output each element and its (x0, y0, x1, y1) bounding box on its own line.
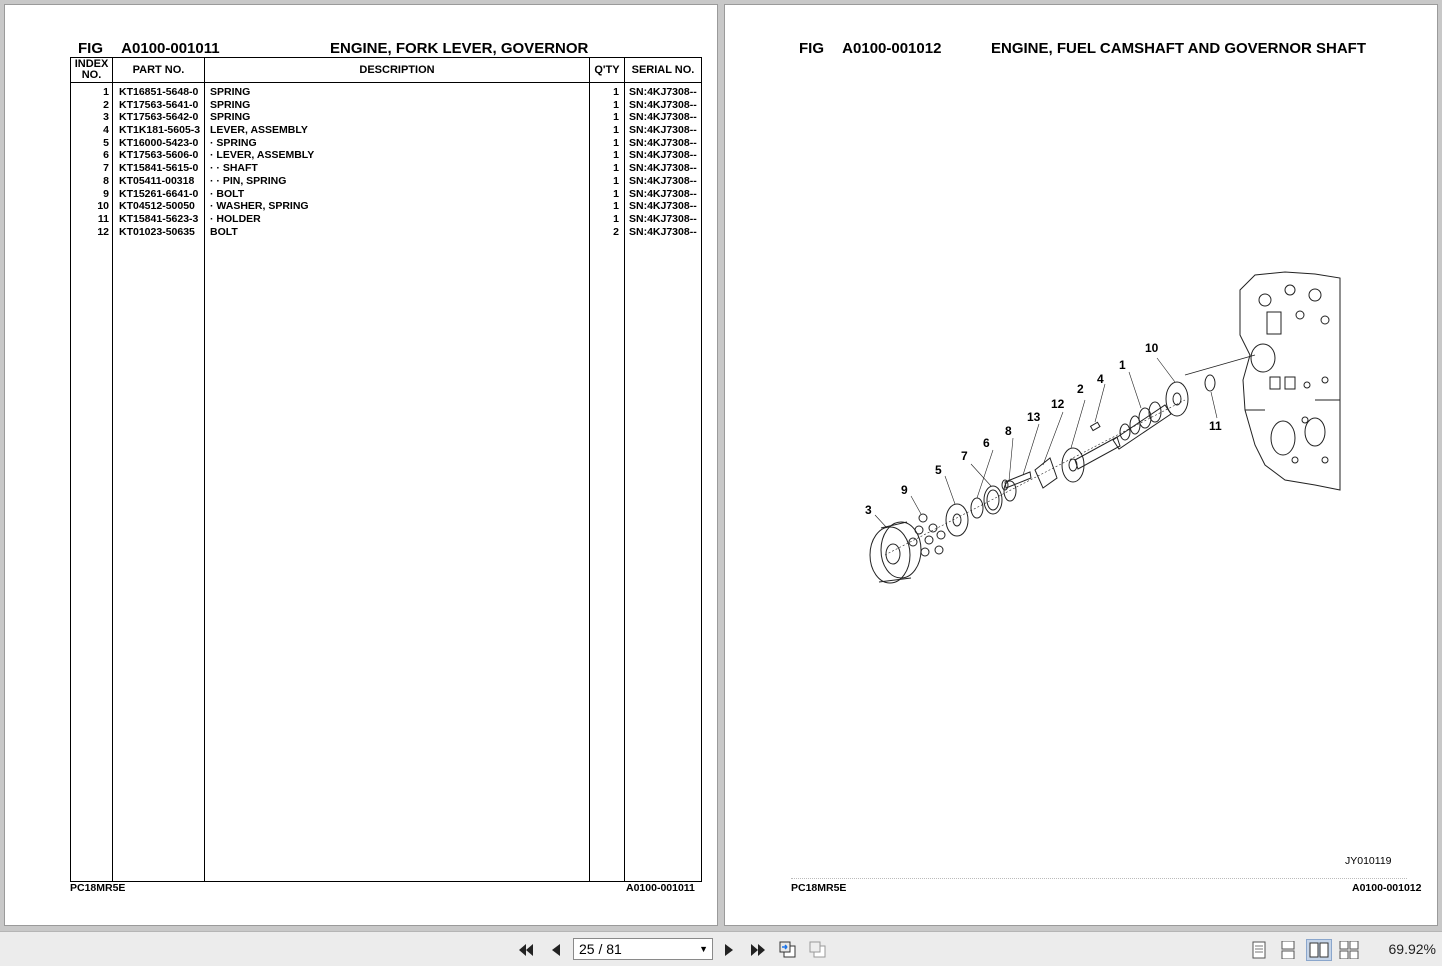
two-page-continuous-icon[interactable] (1339, 940, 1359, 960)
index-cell: 8 (103, 174, 109, 187)
description-cell: · WASHER, SPRING (210, 200, 309, 213)
header-index: INDEX NO. (74, 58, 109, 81)
description-cell: SPRING (210, 111, 251, 124)
callout-6: 6 (983, 436, 990, 450)
index-cell: 1 (103, 86, 109, 98)
serial-no-cell: SN:4KJ7308-- (629, 111, 697, 124)
serial-no-cell: SN:4KJ7308-- (629, 124, 697, 137)
index-cell: 6 (103, 149, 109, 162)
description-cell: LEVER, ASSEMBLY (210, 124, 308, 137)
index-cell: 3 (103, 111, 109, 124)
qty-cell: 1 (613, 187, 619, 200)
table-row (71, 162, 701, 175)
callout-9: 9 (901, 483, 908, 497)
header-qty: Q'TY (594, 63, 620, 76)
serial-no-cell: SN:4KJ7308-- (629, 225, 697, 238)
serial-no-cell: SN:4KJ7308-- (629, 86, 697, 98)
table-row (71, 111, 701, 124)
footer-model: PC18MR5E (70, 882, 126, 894)
first-page-icon[interactable] (516, 940, 536, 960)
fig-label: FIG (78, 40, 103, 57)
header-serial-no: SERIAL NO. (631, 63, 695, 76)
zoom-level[interactable]: 69.92% (1388, 941, 1436, 957)
serial-no-cell: SN:4KJ7308-- (629, 212, 697, 225)
image-code: JY010119 (1345, 855, 1392, 867)
footer-model: PC18MR5E (791, 882, 847, 894)
serial-no-cell: SN:4KJ7308-- (629, 136, 697, 149)
description-cell: SPRING (210, 86, 251, 98)
previous-page-icon[interactable] (546, 940, 566, 960)
right-page (724, 4, 1438, 926)
table-row (71, 149, 701, 162)
page-indicator: 25 / 81 (579, 941, 622, 957)
table-row (71, 137, 701, 150)
index-cell: 5 (103, 136, 109, 149)
next-view-icon[interactable] (808, 940, 828, 960)
table-row (71, 213, 701, 226)
callout-12: 12 (1051, 397, 1065, 411)
index-cell: 2 (103, 98, 109, 111)
last-page-icon[interactable] (748, 940, 768, 960)
table-row (71, 226, 701, 239)
qty-cell: 1 (613, 162, 619, 175)
header-part-no: PART NO. (132, 63, 185, 76)
index-cell: 11 (97, 212, 109, 225)
description-cell: · LEVER, ASSEMBLY (210, 149, 315, 162)
qty-cell: 1 (613, 98, 619, 111)
page-title: ENGINE, FORK LEVER, GOVERNOR (330, 40, 589, 57)
table-row (71, 175, 701, 188)
callout-10: 10 (1145, 341, 1159, 355)
table-row (71, 86, 701, 99)
fig-number: A0100-001011 (121, 40, 220, 57)
description-cell: BOLT (210, 225, 238, 238)
qty-cell: 1 (613, 200, 619, 213)
description-cell: · HOLDER (210, 212, 261, 225)
index-cell: 7 (103, 162, 109, 175)
qty-cell: 1 (613, 86, 619, 98)
part-no-cell: KT17563-5642-0 (119, 111, 199, 124)
chevron-down-icon[interactable]: ▼ (699, 944, 708, 954)
description-cell: · BOLT (210, 187, 245, 200)
part-no-cell: KT01023-50635 (119, 225, 195, 238)
callout-5: 5 (935, 463, 942, 477)
qty-cell: 2 (613, 225, 619, 238)
qty-cell: 1 (613, 212, 619, 225)
callout-4: 4 (1097, 372, 1104, 386)
part-no-cell: KT1K181-5605-3 (119, 124, 201, 137)
parts-rows (71, 86, 701, 238)
part-no-cell: KT15261-6641-0 (119, 187, 199, 200)
callout-2: 2 (1077, 382, 1084, 396)
page-title: ENGINE, FUEL CAMSHAFT AND GOVERNOR SHAFT (991, 40, 1367, 57)
index-cell: 9 (103, 187, 109, 200)
index-cell: 4 (103, 124, 109, 137)
part-no-cell: KT05411-00318 (119, 174, 195, 187)
part-no-cell: KT16851-5648-0 (119, 86, 199, 98)
page-number-field[interactable] (573, 938, 713, 960)
qty-cell: 1 (613, 174, 619, 187)
part-no-cell: KT16000-5423-0 (119, 136, 199, 149)
serial-no-cell: SN:4KJ7308-- (629, 149, 697, 162)
footer-fig: A0100-001011 (626, 882, 695, 894)
table-row (71, 200, 701, 213)
description-cell: · SPRING (210, 136, 257, 149)
part-no-cell: KT17563-5606-0 (119, 149, 199, 162)
left-page (4, 4, 718, 926)
serial-no-cell: SN:4KJ7308-- (629, 200, 697, 213)
single-page-icon[interactable] (1249, 940, 1269, 960)
description-cell: SPRING (210, 98, 251, 111)
serial-no-cell: SN:4KJ7308-- (629, 174, 697, 187)
serial-no-cell: SN:4KJ7308-- (629, 187, 697, 200)
description-cell: · · SHAFT (210, 162, 258, 175)
qty-cell: 1 (613, 124, 619, 137)
exploded-parts-diagram (845, 260, 1345, 600)
qty-cell: 1 (613, 111, 619, 124)
description-cell: · · PIN, SPRING (210, 174, 287, 187)
previous-view-icon[interactable] (778, 940, 798, 960)
callout-3: 3 (865, 503, 872, 517)
continuous-icon[interactable] (1278, 940, 1298, 960)
two-page-icon[interactable] (1306, 939, 1332, 961)
viewer-toolbar (0, 931, 1442, 966)
table-row (71, 188, 701, 201)
callout-13: 13 (1027, 410, 1041, 424)
part-no-cell: KT15841-5623-3 (119, 212, 199, 225)
header-description: DESCRIPTION (359, 63, 435, 76)
part-no-cell: KT04512-50050 (119, 200, 195, 213)
fig-header (78, 40, 220, 57)
serial-no-cell: SN:4KJ7308-- (629, 98, 697, 111)
serial-no-cell: SN:4KJ7308-- (629, 162, 697, 175)
callout-7: 7 (961, 449, 968, 463)
callout-11: 11 (1209, 419, 1222, 433)
fig-number: A0100-001012 (842, 40, 942, 57)
part-no-cell: KT17563-5641-0 (119, 98, 199, 111)
callout-1: 1 (1119, 358, 1126, 372)
engine-block-drawing (1240, 272, 1340, 490)
qty-cell: 1 (613, 136, 619, 149)
next-page-icon[interactable] (719, 940, 739, 960)
footer-fig: A0100-001012 (1352, 882, 1422, 894)
fig-label: FIG (799, 40, 824, 57)
index-cell: 10 (97, 200, 109, 213)
part-no-cell: KT15841-5615-0 (119, 162, 199, 175)
parts-table (70, 57, 702, 882)
table-row (71, 99, 701, 112)
table-row (71, 124, 701, 137)
index-cell: 12 (97, 225, 109, 238)
callout-8: 8 (1005, 424, 1012, 438)
qty-cell: 1 (613, 149, 619, 162)
fig-header (799, 40, 941, 57)
